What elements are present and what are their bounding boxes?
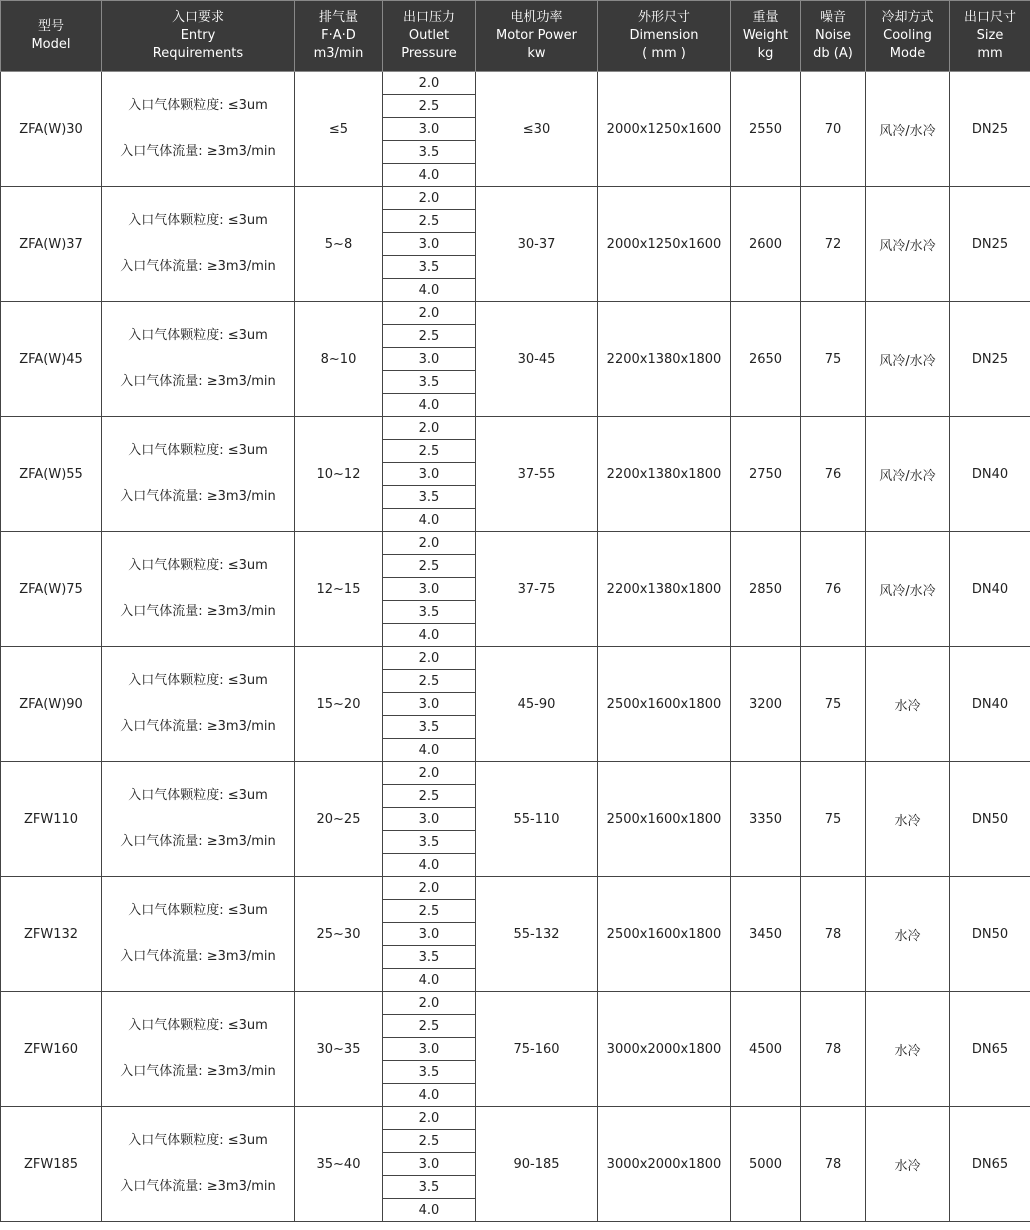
- weight-cell: 4500: [731, 992, 801, 1107]
- outlet-size-cell: DN40: [950, 532, 1030, 647]
- pressure-cell: 4.0: [383, 739, 476, 762]
- table-row: [1, 877, 1030, 900]
- weight-cell: 3450: [731, 877, 801, 992]
- pressure-cell: 3.5: [383, 1176, 476, 1199]
- weight-cell: 2600: [731, 187, 801, 302]
- entry-requirement-line: 入口气体颗粒度: ≤3um: [128, 1133, 268, 1148]
- motor-power-cell: 37-75: [476, 532, 598, 647]
- header-line: Entry: [180, 28, 216, 43]
- pressure-cell: 2.0: [383, 992, 476, 1015]
- cooling-mode-cell: 水冷: [866, 1107, 950, 1222]
- header-line: 外形尺寸: [637, 10, 690, 25]
- dimension-cell: 2000x1250x1600: [598, 187, 731, 302]
- pressure-cell: 4.0: [383, 854, 476, 877]
- header-line: F·A·D: [321, 28, 356, 43]
- entry-requirement-line: 入口气体颗粒度: ≤3um: [128, 213, 268, 228]
- noise-cell: 76: [801, 417, 866, 532]
- entry-requirement-line: 入口气体颗粒度: ≤3um: [128, 98, 268, 113]
- pressure-cell: 2.5: [383, 785, 476, 808]
- header-line: 出口尺寸: [963, 10, 1016, 25]
- entry-requirements-cell: [102, 647, 295, 762]
- outlet-size-cell: DN25: [950, 302, 1030, 417]
- header-entry-requirements: [102, 1, 295, 72]
- motor-power-cell: 30-37: [476, 187, 598, 302]
- weight-cell: 2550: [731, 72, 801, 187]
- dimension-cell: 2200x1380x1800: [598, 532, 731, 647]
- table-row: [1, 72, 1030, 95]
- entry-requirement-line: 入口气体流量: ≥3m3/min: [120, 1064, 276, 1079]
- dimension-cell: 2000x1250x1600: [598, 72, 731, 187]
- fad-cell: 25~30: [295, 877, 383, 992]
- header-line: mm: [977, 46, 1003, 61]
- cooling-mode-cell: 风冷/水冷: [866, 302, 950, 417]
- fad-cell: 35~40: [295, 1107, 383, 1222]
- pressure-cell: 2.0: [383, 417, 476, 440]
- outlet-size-cell: DN65: [950, 1107, 1030, 1222]
- pressure-cell: 4.0: [383, 394, 476, 417]
- noise-cell: 72: [801, 187, 866, 302]
- fad-cell: 5~8: [295, 187, 383, 302]
- header-line: Motor Power: [495, 28, 577, 43]
- motor-power-cell: 55-110: [476, 762, 598, 877]
- entry-requirement-line: 入口气体流量: ≥3m3/min: [120, 259, 276, 274]
- header-model: [1, 1, 102, 72]
- entry-requirement-line: 入口气体流量: ≥3m3/min: [120, 719, 276, 734]
- motor-power-cell: 37-55: [476, 417, 598, 532]
- model-cell: ZFA(W)30: [1, 72, 102, 187]
- pressure-cell: 3.0: [383, 1153, 476, 1176]
- pressure-cell: 3.5: [383, 946, 476, 969]
- header-outlet-size: [950, 1, 1030, 72]
- entry-requirement-line: 入口气体颗粒度: ≤3um: [128, 558, 268, 573]
- dimension-cell: 3000x2000x1800: [598, 1107, 731, 1222]
- table-row: [1, 187, 1030, 210]
- pressure-cell: 2.5: [383, 670, 476, 693]
- cooling-mode-cell: 风冷/水冷: [866, 72, 950, 187]
- pressure-cell: 3.5: [383, 1061, 476, 1084]
- pressure-cell: 2.5: [383, 900, 476, 923]
- table-row: [1, 1107, 1030, 1130]
- dimension-cell: 3000x2000x1800: [598, 992, 731, 1107]
- entry-requirement-line: 入口气体颗粒度: ≤3um: [128, 673, 268, 688]
- header-line: Cooling: [883, 28, 932, 43]
- pressure-cell: 4.0: [383, 1084, 476, 1107]
- entry-requirements-cell: [102, 762, 295, 877]
- entry-requirements-cell: [102, 1107, 295, 1222]
- header-line: Weight: [742, 28, 789, 43]
- noise-cell: 78: [801, 992, 866, 1107]
- header-noise: [801, 1, 866, 72]
- table-header: [1, 1, 1030, 72]
- entry-requirement-line: 入口气体颗粒度: ≤3um: [128, 788, 268, 803]
- header-line: Noise: [814, 28, 852, 43]
- header-fad: [295, 1, 383, 72]
- outlet-size-cell: DN65: [950, 992, 1030, 1107]
- entry-requirement-line: 入口气体流量: ≥3m3/min: [120, 144, 276, 159]
- motor-power-cell: 55-132: [476, 877, 598, 992]
- motor-power-cell: 30-45: [476, 302, 598, 417]
- pressure-cell: 2.0: [383, 72, 476, 95]
- pressure-cell: 4.0: [383, 624, 476, 647]
- model-cell: ZFW160: [1, 992, 102, 1107]
- fad-cell: 15~20: [295, 647, 383, 762]
- header-line: db (A): [813, 46, 853, 61]
- entry-requirement-line: 入口气体流量: ≥3m3/min: [120, 834, 276, 849]
- motor-power-cell: 45-90: [476, 647, 598, 762]
- header-outlet-pressure: [383, 1, 476, 72]
- model-cell: ZFA(W)37: [1, 187, 102, 302]
- pressure-cell: 3.5: [383, 716, 476, 739]
- pressure-cell: 2.0: [383, 877, 476, 900]
- pressure-cell: 2.5: [383, 210, 476, 233]
- header-line: 噪音: [819, 10, 846, 25]
- header-line: Mode: [889, 46, 926, 61]
- header-line: 重量: [752, 10, 779, 25]
- header-cooling-mode: [866, 1, 950, 72]
- pressure-cell: 3.0: [383, 348, 476, 371]
- noise-cell: 78: [801, 877, 866, 992]
- pressure-cell: 4.0: [383, 969, 476, 992]
- cooling-mode-cell: 风冷/水冷: [866, 187, 950, 302]
- pressure-cell: 2.0: [383, 532, 476, 555]
- entry-requirement-line: 入口气体流量: ≥3m3/min: [120, 949, 276, 964]
- entry-requirements-cell: [102, 302, 295, 417]
- fad-cell: 10~12: [295, 417, 383, 532]
- header-line: kw: [527, 46, 546, 61]
- weight-cell: 2650: [731, 302, 801, 417]
- entry-requirements-cell: [102, 417, 295, 532]
- pressure-cell: 4.0: [383, 164, 476, 187]
- pressure-cell: 2.5: [383, 1130, 476, 1153]
- header-line: 电机功率: [510, 10, 563, 25]
- table-row: [1, 647, 1030, 670]
- entry-requirement-line: 入口气体流量: ≥3m3/min: [120, 604, 276, 619]
- cooling-mode-cell: 风冷/水冷: [866, 417, 950, 532]
- pressure-cell: 3.5: [383, 141, 476, 164]
- table-row: [1, 532, 1030, 555]
- cooling-mode-cell: 风冷/水冷: [866, 532, 950, 647]
- pressure-cell: 3.0: [383, 808, 476, 831]
- header-line: 出口压力: [402, 10, 455, 25]
- header-line: 排气量: [318, 10, 358, 25]
- fad-cell: 30~35: [295, 992, 383, 1107]
- pressure-cell: 3.5: [383, 371, 476, 394]
- cooling-mode-cell: 水冷: [866, 877, 950, 992]
- header-line: 冷却方式: [881, 10, 934, 25]
- pressure-cell: 3.0: [383, 463, 476, 486]
- pressure-cell: 2.5: [383, 555, 476, 578]
- pressure-cell: 3.0: [383, 233, 476, 256]
- pressure-cell: 3.5: [383, 601, 476, 624]
- pressure-cell: 2.0: [383, 647, 476, 670]
- noise-cell: 75: [801, 647, 866, 762]
- header-line: m3/min: [313, 46, 364, 61]
- pressure-cell: 3.5: [383, 256, 476, 279]
- header-line: 型号: [37, 19, 64, 34]
- header-motor-power: [476, 1, 598, 72]
- header-line: Model: [31, 37, 71, 52]
- model-cell: ZFW132: [1, 877, 102, 992]
- table-row: [1, 992, 1030, 1015]
- fad-cell: 12~15: [295, 532, 383, 647]
- pressure-cell: 4.0: [383, 1199, 476, 1222]
- pressure-cell: 2.0: [383, 1107, 476, 1130]
- noise-cell: 75: [801, 762, 866, 877]
- pressure-cell: 2.0: [383, 302, 476, 325]
- motor-power-cell: 90-185: [476, 1107, 598, 1222]
- dimension-cell: 2500x1600x1800: [598, 877, 731, 992]
- model-cell: ZFW110: [1, 762, 102, 877]
- pressure-cell: 3.0: [383, 118, 476, 141]
- fad-cell: ≤5: [295, 72, 383, 187]
- noise-cell: 70: [801, 72, 866, 187]
- header-line: ( mm ): [642, 46, 686, 61]
- outlet-size-cell: DN50: [950, 762, 1030, 877]
- fad-cell: 20~25: [295, 762, 383, 877]
- pressure-cell: 2.5: [383, 95, 476, 118]
- pressure-cell: 2.0: [383, 187, 476, 210]
- motor-power-cell: 75-160: [476, 992, 598, 1107]
- pressure-cell: 2.5: [383, 1015, 476, 1038]
- entry-requirements-cell: [102, 187, 295, 302]
- entry-requirements-cell: [102, 877, 295, 992]
- noise-cell: 76: [801, 532, 866, 647]
- header-line: kg: [757, 46, 774, 61]
- entry-requirements-cell: [102, 72, 295, 187]
- pressure-cell: 3.0: [383, 578, 476, 601]
- outlet-size-cell: DN25: [950, 187, 1030, 302]
- pressure-cell: 2.5: [383, 325, 476, 348]
- weight-cell: 3350: [731, 762, 801, 877]
- noise-cell: 75: [801, 302, 866, 417]
- header-line: Size: [976, 28, 1004, 43]
- cooling-mode-cell: 水冷: [866, 762, 950, 877]
- pressure-cell: 3.5: [383, 831, 476, 854]
- pressure-cell: 3.5: [383, 486, 476, 509]
- entry-requirement-line: 入口气体颗粒度: ≤3um: [128, 903, 268, 918]
- weight-cell: 3200: [731, 647, 801, 762]
- entry-requirements-cell: [102, 992, 295, 1107]
- pressure-cell: 4.0: [383, 279, 476, 302]
- dimension-cell: 2500x1600x1800: [598, 762, 731, 877]
- motor-power-cell: ≤30: [476, 72, 598, 187]
- dimension-cell: 2200x1380x1800: [598, 417, 731, 532]
- outlet-size-cell: DN40: [950, 647, 1030, 762]
- table-row: [1, 302, 1030, 325]
- outlet-size-cell: DN50: [950, 877, 1030, 992]
- entry-requirement-line: 入口气体流量: ≥3m3/min: [120, 489, 276, 504]
- header-line: Pressure: [401, 46, 457, 61]
- dimension-cell: 2200x1380x1800: [598, 302, 731, 417]
- header-row: [1, 1, 1030, 72]
- table-row: [1, 762, 1030, 785]
- entry-requirements-cell: [102, 532, 295, 647]
- table-row: [1, 417, 1030, 440]
- header-line: 入口要求: [171, 10, 224, 25]
- model-cell: ZFA(W)90: [1, 647, 102, 762]
- entry-requirement-line: 入口气体颗粒度: ≤3um: [128, 443, 268, 458]
- dimension-cell: 2500x1600x1800: [598, 647, 731, 762]
- pressure-cell: 3.0: [383, 923, 476, 946]
- weight-cell: 2850: [731, 532, 801, 647]
- header-line: Outlet: [408, 28, 450, 43]
- pressure-cell: 4.0: [383, 509, 476, 532]
- entry-requirement-line: 入口气体颗粒度: ≤3um: [128, 328, 268, 343]
- header-line: Requirements: [152, 46, 244, 61]
- pressure-cell: 2.5: [383, 440, 476, 463]
- entry-requirement-line: 入口气体流量: ≥3m3/min: [120, 374, 276, 389]
- cooling-mode-cell: 水冷: [866, 647, 950, 762]
- pressure-cell: 2.0: [383, 762, 476, 785]
- model-cell: ZFA(W)45: [1, 302, 102, 417]
- fad-cell: 8~10: [295, 302, 383, 417]
- model-cell: ZFA(W)55: [1, 417, 102, 532]
- entry-requirement-line: 入口气体流量: ≥3m3/min: [120, 1179, 276, 1194]
- pressure-cell: 3.0: [383, 1038, 476, 1061]
- model-cell: ZFA(W)75: [1, 532, 102, 647]
- entry-requirement-line: 入口气体颗粒度: ≤3um: [128, 1018, 268, 1033]
- pressure-cell: 3.0: [383, 693, 476, 716]
- header-dimension: [598, 1, 731, 72]
- header-line: Dimension: [629, 28, 699, 43]
- cooling-mode-cell: 水冷: [866, 992, 950, 1107]
- noise-cell: 78: [801, 1107, 866, 1222]
- table-body: [1, 72, 1030, 1222]
- header-weight: [731, 1, 801, 72]
- weight-cell: 5000: [731, 1107, 801, 1222]
- outlet-size-cell: DN25: [950, 72, 1030, 187]
- outlet-size-cell: DN40: [950, 417, 1030, 532]
- weight-cell: 2750: [731, 417, 801, 532]
- model-cell: ZFW185: [1, 1107, 102, 1222]
